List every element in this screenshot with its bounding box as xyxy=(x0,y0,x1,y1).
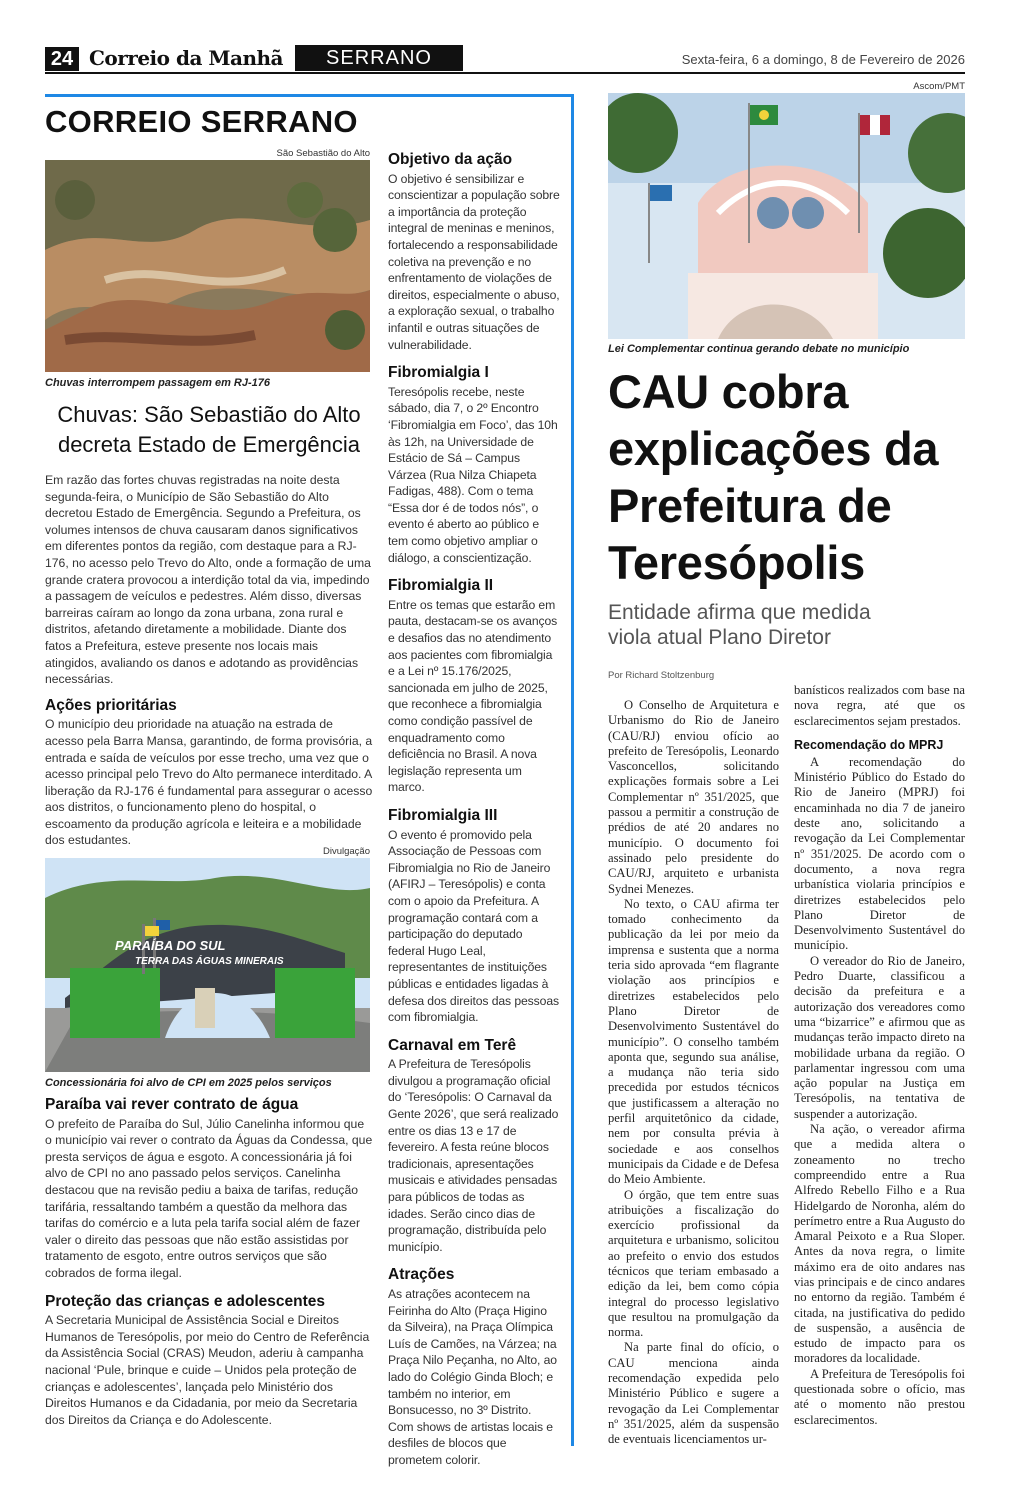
fibro2-title: Fibromialgia II xyxy=(388,577,494,595)
main-headline-line1: CAU cobra xyxy=(608,365,849,418)
fibro2-text: Entre os temas que estarão em pauta, destacam-se os avanços e desafios das no atendimento aos pacientes com fibromialgia e a Lei nº 15.176/2025, sancionada em julho de 2025, que reconhece a fibromialgia como condição passível de enquadramento como deficiência no Brasil. A nova legislação representa um marco. xyxy=(388,597,558,795)
main-article-p6: A recomendação do Ministério Público do Estado do Rio de Janeiro (MPRJ) foi encaminhada no dia 7 de janeiro deste ano, solicitando a revogação da Lei Complementar nº 351/2025. De acordo com o documento, a nova regra urbanística violaria princípios e diretrizes estabelecidos pelo Plano Diretor de Desenvolvimento Sustentável do município. xyxy=(794,754,965,953)
masthead xyxy=(45,44,965,74)
atracoes-text: As atrações acontecem na Feirinha do Alto (Praça Higino da Silveira), na Praça Olímpica Luís de Camões, na Várzea; na Praça Nilo Peçanha, no Alto, ao lado do Colégio Ginda Bloch; e também no interior, em Bonsucesso, no 3º Distrito. Com shows de artistas locais e desfiles de blocos que prometem colorir. xyxy=(388,1287,557,1467)
main-article-p2: No texto, o CAU afirma ter tomado conhecimento da publicação da lei por meio da imprensa e sustenta que a norma teria sido aprovada “em flagrante violação aos princípios e diretrizes estabelecidos pelo Plano Diretor de Desenvolvimento Sustentável do município”. O conselho também aponta que, segundo sua análise, a mudança não teria sido precedida por estudos técnicos que justificassem a alteração no perfil arquitetônico da cidade, nem por consulta prévia à sociedade e aos conselhos municipais da Cidade e de Defesa do Meio Ambiente. xyxy=(608,896,779,1187)
atracoes-title: Atrações xyxy=(388,1266,455,1284)
fibro1-text: Teresópolis recebe, neste sábado, dia 7, o 2º Encontro ‘Fibromialgia em Foco’, das 10h às 12h, na Universidade de Estácio de Sá – Campus Várzea (Rua Nilza Chiapeta Fadigas, 488). Com o tema “Essa dor é de todos nós”, o evento é aberto ao público e tem como objetivo ampliar o diálogo, a conscientização. xyxy=(388,384,558,565)
photo2-credit: Divulgação xyxy=(323,846,370,857)
fibro1-title: Fibromialgia I xyxy=(388,364,489,382)
main-article-col1 xyxy=(608,698,779,1448)
left-article-intro: Em razão das fortes chuvas registradas na noite desta segunda-feira, o Município de São Sebastião do Alto decretou Estado de Emergência. Segundo a Prefeitura, os volumes intensos de chuva causaram danos significativos em diferentes pontos da região, com destaque para a RJ-176, no acesso pelo Trevo do Alto, onde a formação de uma grande cratera provocou a interdição total da via, impedindo a passagem de veículos e pedestres. Além disso, diversas barreiras caíram ao longo da zona urbana, zona rural e distritos, afetando diretamente a mobilidade. Diante dos fatos a Prefeitura, esteve presente nos locais mais atingidos, avaliando os danos e adotando as providências necessárias. xyxy=(45,473,371,687)
main-headline-line2: explicações da xyxy=(608,422,939,475)
photo1-credit: São Sebastião do Alto xyxy=(276,148,370,159)
section-tag: SERRANO xyxy=(295,45,463,71)
fibro3-text: O evento é promovido pela Associação de Pessoas com Fibromialgia no Rio de Janeiro (AFIRJ – Teresópolis) e conta com o apoio da Prefeitura. A programação contará com a participação do deputado federal Hugo Leal, representantes de instituições públicas e entidades ligadas à defesa dos direitos das pessoas com fibromialgia. xyxy=(388,827,560,1025)
main-headline-line4: Teresópolis xyxy=(608,536,866,589)
city-hall-photo xyxy=(608,93,965,339)
issue-date: Sexta-feira, 6 a domingo, 8 de Fevereiro de 2026 xyxy=(681,52,965,67)
arch-photo xyxy=(45,858,370,1072)
byline: Por Richard Stoltzenburg xyxy=(608,670,715,681)
carnaval-text: A Prefeitura de Teresópolis divulgou a programação oficial do ‘Teresópolis: O Carnaval da Gente 2026’, que será realizado entre os dias 13 e 17 de fevereiro. A festa reúne blocos tradicionais, apresentações musicais e atividades pensadas para públicos de todas as idades. Serão cinco dias de programação, distribuída pelo município. xyxy=(388,1057,559,1254)
left-headline xyxy=(45,400,373,460)
main-photo-credit: Ascom/PMT xyxy=(913,81,965,92)
main-article-p7: O vereador do Rio de Janeiro, Pedro Duarte, classificou a decisão da prefeitura e a autorização dos vereadores como uma “bizarrice” e afirmou que as mudanças terão impacto direto na mobilidade urbana da região. O parlamentar ingressou com uma ação popular na Justiça em Teresópolis, na tentativa de suspender a autorização. xyxy=(794,953,965,1121)
masthead-rule xyxy=(45,72,965,74)
acoes-title: Ações prioritárias xyxy=(45,696,177,714)
objetivo-text: O objetivo é sensibilizar e conscientizar a população sobre a importância da proteção integral de meninas e meninos, fortalecendo a responsabilidade coletiva na prevenção e no enfrentamento de violações de direitos, especialmente o abuso, a exploração sexual, o trabalho infantil e outras situações de vulnerabilidade. xyxy=(388,171,560,352)
fibro3-title: Fibromialgia III xyxy=(388,806,498,824)
left-article xyxy=(45,472,373,849)
main-article-p1: O Conselho de Arquitetura e Urbanismo do Rio de Janeiro (CAU/RJ) enviou ofício ao prefeito de Teresópolis, Leonardo Vasconcellos, solicitando explicações formais sobre a Lei Complementar nº 351/2025, que passou a permitir a construção de prédios de até 20 andares no município. O documento foi assinado pelo presidente do CAU/RJ, arquiteto e urbanista Sydnei Menezes. xyxy=(608,698,779,896)
section-title: CORREIO SERRANO xyxy=(45,104,358,139)
main-article-p4: Na parte final do ofício, o CAU menciona ainda recomendação expedida pelo Ministério Público e sugere a revogação da Lei Complementar nº 351/2025, além da suspensão de eventuais licenciamentos ur- xyxy=(608,1340,779,1447)
section-accent-divider xyxy=(571,94,574,1446)
left-headline-line2: decreta Estado de Emergência xyxy=(57,432,361,457)
objetivo-title: Objetivo da ação xyxy=(388,151,513,168)
left-briefs xyxy=(45,1097,373,1428)
acoes-text: O município deu prioridade na atuação na estrada de acesso pela Barra Mansa, garantindo, de forma provisória, a entrada e saída de veículos por esse trecho, uma vez que o acesso principal pelo Trevo do Alto permanece interditado. A liberação da RJ-176 é fundamental para assegurar o acesso aos distritos, o funcionamento pleno do hospital, o escoamento da produção agrícola e leiteira e a mobilidade dos estudantes. xyxy=(45,717,373,848)
protecao-text: A Secretaria Municipal de Assistência Social e Direitos Humanos de Teresópolis, por meio do Centro de Referência da Assistência Social (CRAS) Meudon, aderiu à campanha nacional ‘Pule, brinque e cuide – Unidos pela proteção de crianças e adolescentes’, lançada pelo Ministério dos Direitos Humanos e da Cidadania, por meio da Secretaria dos Direitos da Criança e do Adolescente. xyxy=(45,1313,370,1427)
mprj-title: Recomendação do MPRJ xyxy=(794,737,944,752)
briefs-column xyxy=(388,152,560,1469)
protecao-title: Proteção das crianças e adolescentes xyxy=(45,1292,326,1310)
main-article-col2 xyxy=(794,683,965,1428)
main-article-p8: Na ação, o vereador afirma que a medida altera o zoneamento no trecho compreendido entre a Rua Alfredo Rebello Filho e a Rua Hidelgardo de Noronha, além do perímetro entre a Rua Augusto do Amaral Peixoto e a Rua Sloper. Antes da nova regra, o limite máximo era de oito andares nas vias principais e de cinco andares no entorno da região. Também é citada, na justificativa do pedido de suspensão, a ausência de estudo de impacto para os moradores da localidade. xyxy=(794,1122,965,1366)
carnaval-title: Carnaval em Terê xyxy=(388,1036,517,1054)
arch-sign-line1: PARAÍBA DO SUL xyxy=(115,938,226,953)
main-article-p9: A Prefeitura de Teresópolis foi questionada sobre o ofício, mas até o momento não prestou esclarecimentos. xyxy=(794,1366,965,1427)
newspaper-name: Correio da Manhã xyxy=(89,46,284,70)
main-subheadline-line2: viola atual Plano Diretor xyxy=(608,626,831,649)
page-number: 24 xyxy=(45,47,79,71)
photo1-caption: Chuvas interrompem passagem em RJ-176 xyxy=(45,377,270,389)
main-subheadline-line1: Entidade afirma que medida xyxy=(608,601,871,624)
photo2-caption: Concessionária foi alvo de CPI em 2025 pelos serviços xyxy=(45,1077,332,1089)
paraiba-title: Paraíba vai rever contrato de água xyxy=(45,1096,299,1113)
left-headline-line1: Chuvas: São Sebastião do Alto xyxy=(57,402,361,427)
main-headline xyxy=(608,363,968,591)
landslide-photo xyxy=(45,160,370,372)
main-subheadline xyxy=(608,600,968,650)
main-photo-caption: Lei Complementar continua gerando debate no município xyxy=(608,343,910,355)
arch-sign-line2: TERRA DAS ÁGUAS MINERAIS xyxy=(135,956,284,967)
main-article-p3: O órgão, que tem entre suas atribuições a fiscalização do exercício profissional da arquitetura e urbanismo, solicitou ao prefeito o envio dos estudos técnicos que teriam embasado a edição da lei, bem como cópia integral do processo legislativo que resultou na promulgação da norma. xyxy=(608,1187,779,1340)
section-accent-top xyxy=(45,94,574,97)
main-headline-line3: Prefeitura de xyxy=(608,479,892,532)
paraiba-text: O prefeito de Paraíba do Sul, Júlio Canelinha informou que o município vai rever o contrato da Águas da Condessa, que presta serviços de água e esgoto. A concessionária já foi alvo de CPI no ano passado pelos serviços. Canelinha destacou que na revisão pediu a baixa de tarifas, redução tarifária, ressaltando também a questão da melhora das tarifas do comércio e a luta pela tarifa social além de fazer valer o direito das pessoas que não estão assistidas por tratamento de esgoto, entre outros serviços que são cobrados de forma ilegal. xyxy=(45,1116,373,1280)
main-article-p5: banísticos realizados com base na nova regra, até que os esclarecimentos sejam prestados. xyxy=(794,683,965,728)
